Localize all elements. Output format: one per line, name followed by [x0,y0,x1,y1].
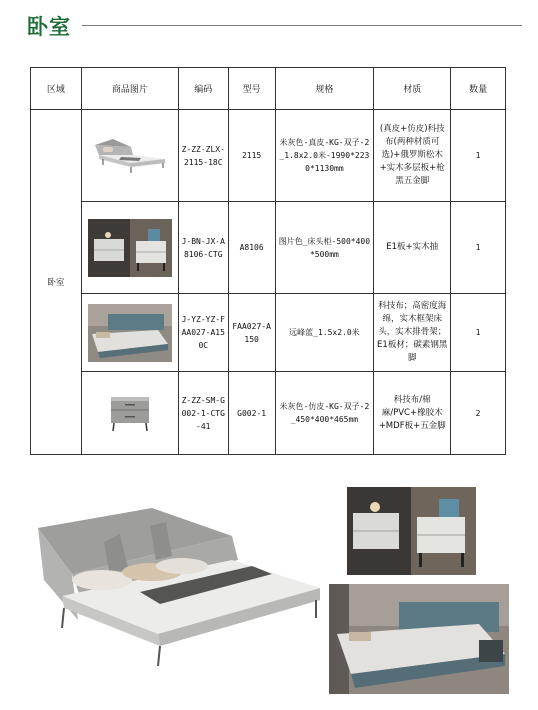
col-header-model: 型号 [228,68,275,110]
model-cell: G002-1 [228,372,275,455]
material-cell: (真皮+仿皮)科技布(两种材质可选)+俄罗斯松木+实木多层板+枪黑五金脚 [374,110,451,202]
model-cell: 2115 [228,110,275,202]
nightstand-photo [347,487,476,575]
bed-photo [32,500,322,670]
code-cell: Z-ZZ-SM-G002-1-CTG-41 [178,372,228,455]
model-cell: FAA027-A150 [228,294,275,372]
bed-room-thumbnail [88,304,172,362]
section-title: 卧室 [27,15,71,39]
code-cell: J-YZ-YZ-FAA027-A150C [178,294,228,372]
product-image-cell [81,110,178,202]
bedroom-photo [329,584,509,694]
section-header [27,11,522,41]
material-cell: E1板+实木抽 [374,202,451,294]
bed-thumbnail [91,133,169,179]
col-header-code: 编码 [178,68,228,110]
spec-cell: 米灰色-真皮-KG-双子-2_1.8x2.0米-1990*2230*1130mm [275,110,374,202]
table-row [31,110,506,202]
table-header-row [31,68,506,110]
model-cell: A8106 [228,202,275,294]
col-header-area: 区域 [31,68,82,110]
col-header-spec: 规格 [275,68,374,110]
header-divider [82,25,522,26]
table-row [31,294,506,372]
col-header-image: 商品图片 [81,68,178,110]
material-cell: 科技布/棉麻/PVC+橡胶木+MDF板+五金脚 [374,372,451,455]
spec-cell: 图片色_床头柜-500*400*500mm [275,202,374,294]
table-row [31,372,506,455]
col-header-material: 材质 [374,68,451,110]
qty-cell: 2 [451,372,506,455]
product-image-cell [81,202,178,294]
table-row [31,202,506,294]
code-cell: Z-ZZ-ZLX-2115-18C [178,110,228,202]
qty-cell: 1 [451,110,506,202]
product-image-cell [81,294,178,372]
material-cell: 科技布；高密度海绵，实木框架床头，实木排骨架；E1板材；碳素钢黑脚 [374,294,451,372]
cabinet-thumbnail [105,393,155,433]
qty-cell: 1 [451,202,506,294]
spec-cell: 远峰蓝_1.5x2.0米 [275,294,374,372]
area-cell: 卧室 [31,110,82,455]
code-cell: J-BN-JX-A8106-CTG [178,202,228,294]
nightstand-thumbnail [88,219,172,277]
product-image-cell [81,372,178,455]
product-table [30,67,506,455]
spec-cell: 米灰色-仿皮-KG-双子-2_450*400*465mm [275,372,374,455]
qty-cell: 1 [451,294,506,372]
col-header-qty: 数量 [451,68,506,110]
